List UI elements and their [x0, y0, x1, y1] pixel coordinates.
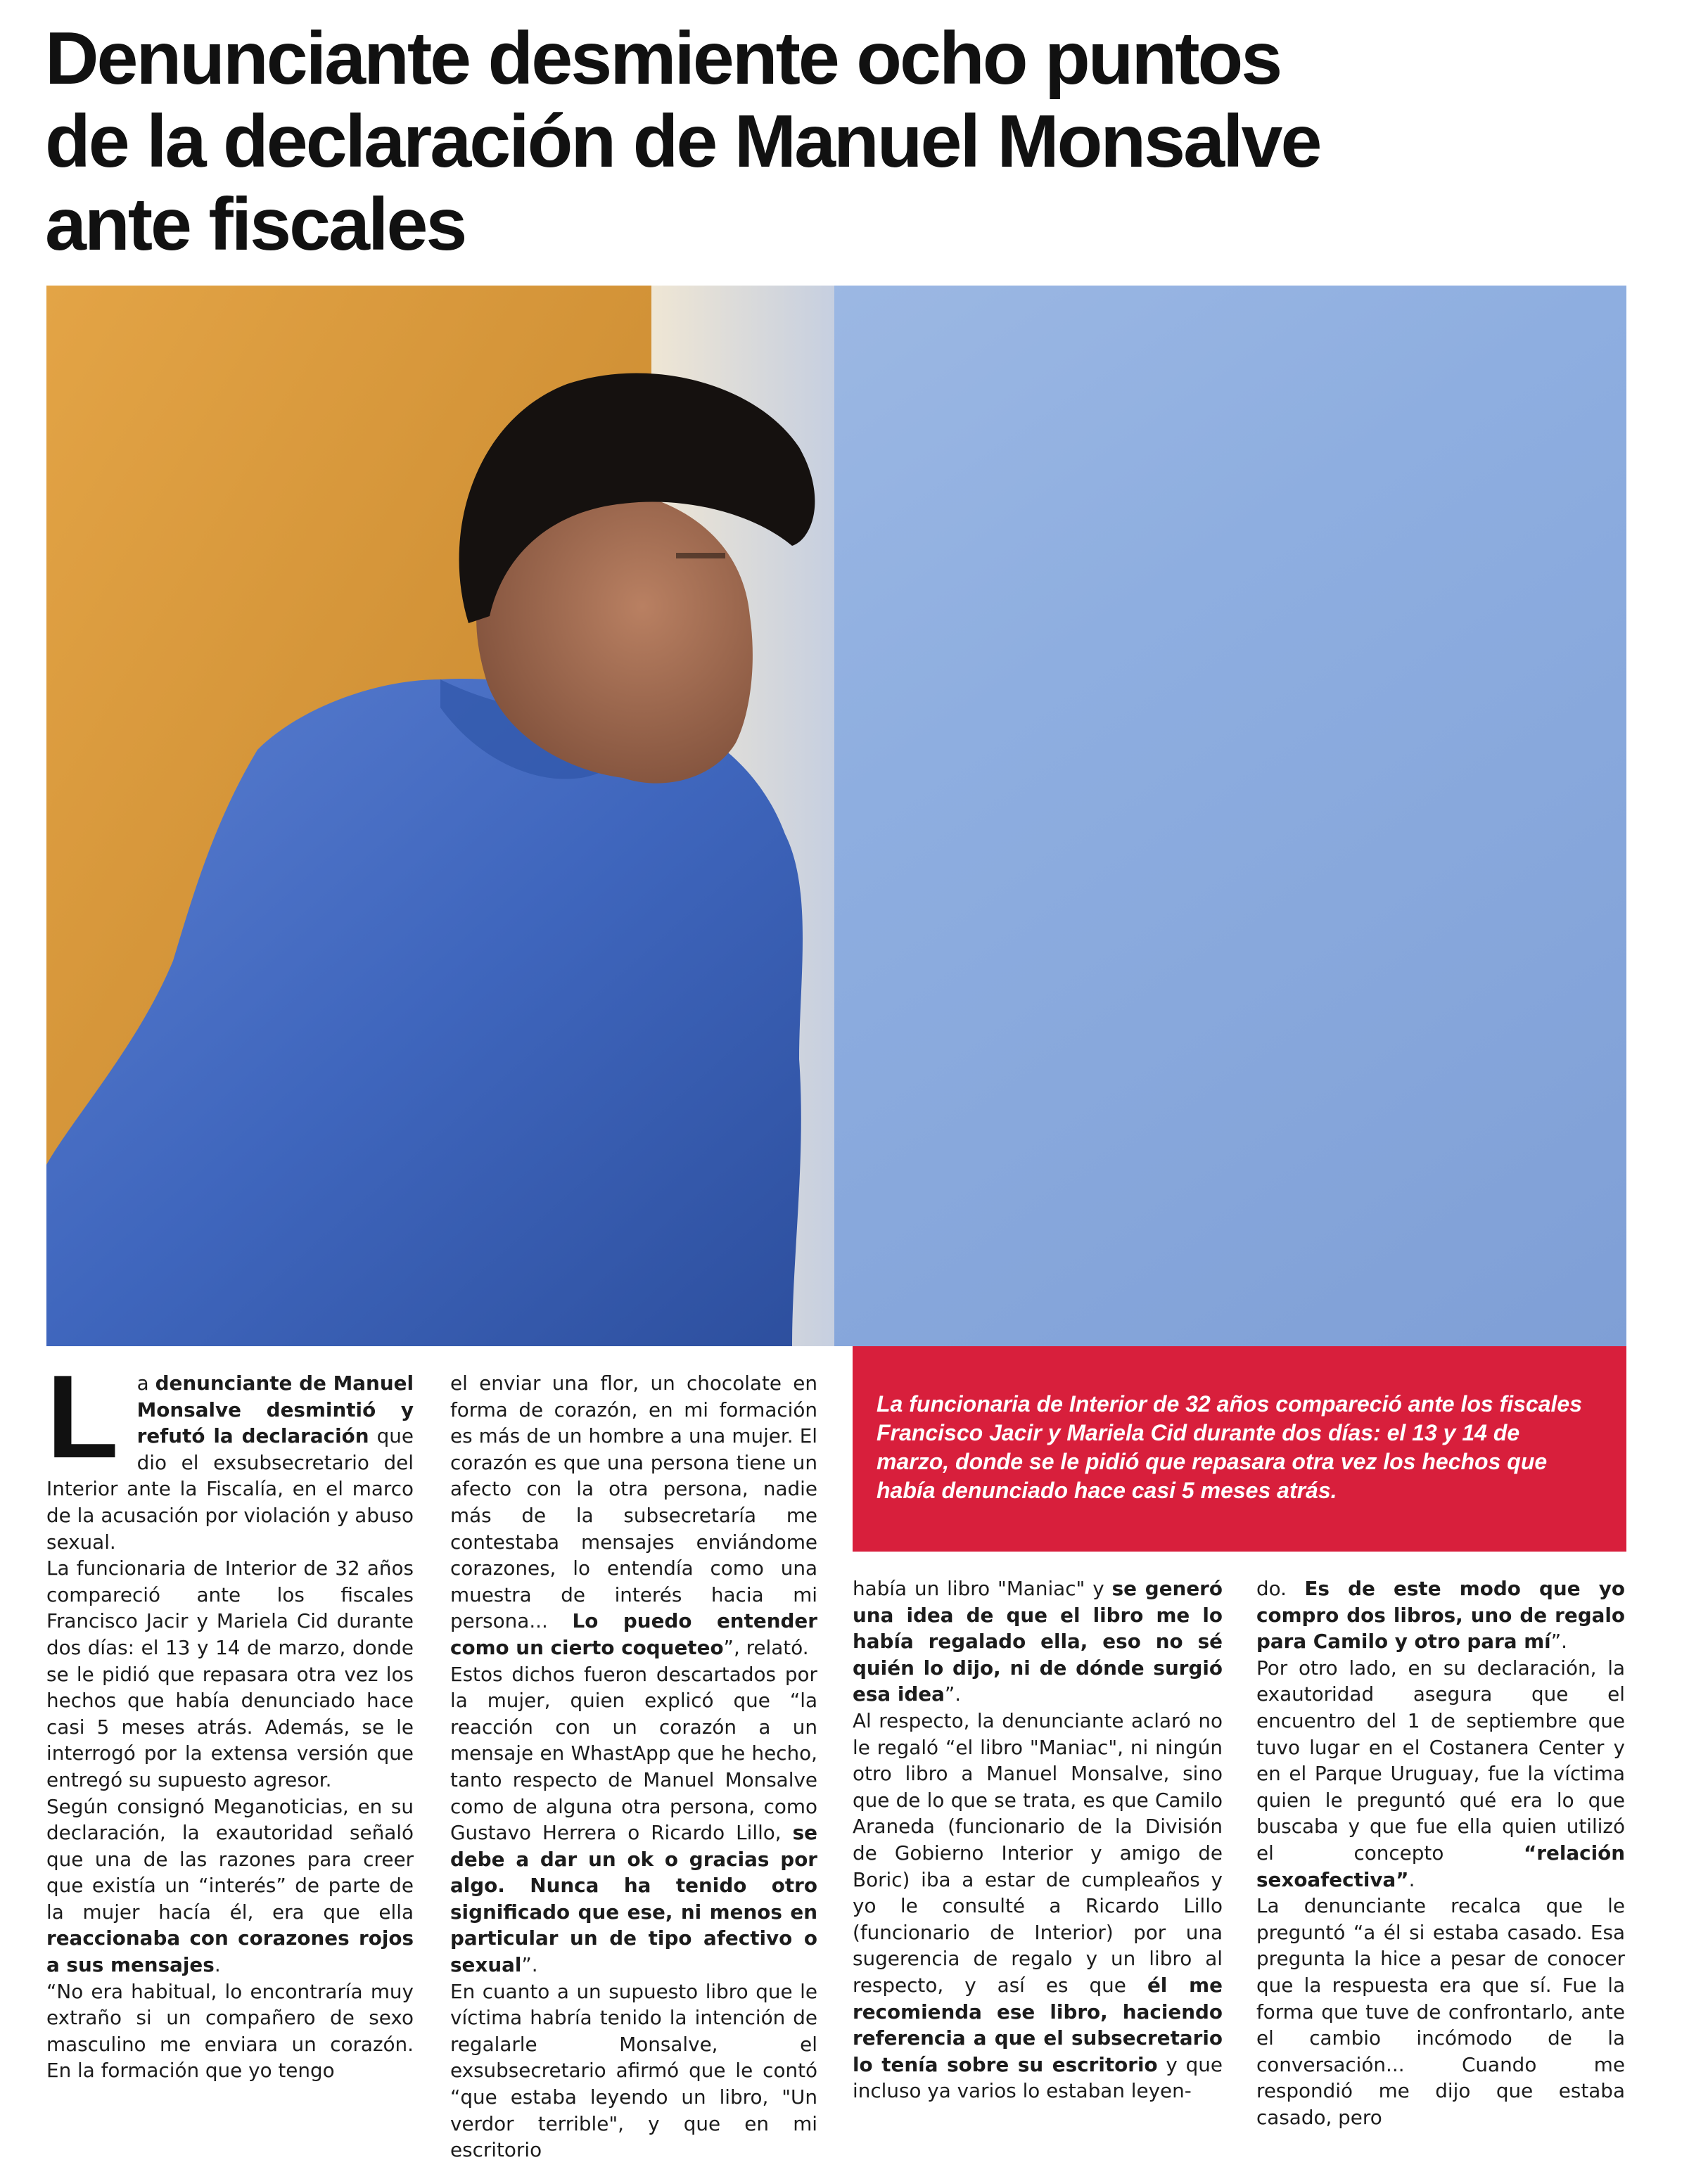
p3-s1: reaccionaba con corazones rojos a sus mensajes [46, 1926, 414, 1977]
p4-s2: ”, relató. [723, 1635, 809, 1659]
column-1 [46, 1350, 414, 2084]
p7-s2-part2: do. [1256, 1577, 1305, 1600]
paragraph-7-part-1 [853, 1708, 1223, 2104]
paragraph-6-part-1 [450, 1979, 817, 2163]
p8-s0: Por otro lado, en su declaración, la exautoridad asegura que el encuentro del 1 de septiembre que tuvo lugar en el Costanera Center y en el Parque Uruguay, fue la víctima quien le preguntó qué era lo que buscaba y que fue ella quien utilizó el concepto [1256, 1656, 1625, 1865]
p6-s1: se generó una idea de que el libro me lo había regalado ella, eso no sé quién lo dijo, ni de dónde surgió esa idea [853, 1577, 1223, 1706]
paragraph-4-part-2 [450, 1370, 817, 1661]
p9-s0: La denunciante recalca que le preguntó “a él si estaba casado. Esa pregunta la hice a pesar de conocer que la respuesta era que sí. Fue la forma que tuve de confrontarlo, ante el cambio incómodo de la conversación... Cuando me respondió me dijo que estaba casado, pero [1256, 1894, 1625, 2129]
p5-s2: ”. [521, 1953, 538, 1977]
headline [45, 17, 1663, 266]
p6-s0-part2: había un libro "Maniac" y [853, 1577, 1112, 1600]
p8-s2: . [1408, 1867, 1415, 1891]
p1-s2: que dio el exsubsecretario del Interior ante la Fiscalía, en el marco de la acusación por violación y abuso sexual. [46, 1424, 414, 1554]
p7-s0: Al respecto, la denunciante aclaró no le regaló “el libro "Maniac", ni ningún otro libro a Manuel Monsalve, sino que de lo que se trata, es que Camilo Araneda (funcionario de la División de Gobierno Interior y amigo de Boric) iba a estar de cumpleaños y yo le consulté a Ricardo Lillo (funcionario de Interior) por una sugerencia de regalo y un libro al respecto, y así es que [853, 1708, 1223, 1997]
p1-s0: a [136, 1372, 155, 1395]
headline-line-2: de la declaración de Manuel Monsalve [45, 100, 1320, 183]
p4-s0-part2: el enviar una flor, un chocolate en forma de corazón, en mi formación es más de un hombre a una mujer. El corazón es que una persona tiene un afecto con la otra persona, nadie más de la subsecretaría me contestaba mensajes enviándome corazones, lo entendía como una muestra de interés hacia mi persona... [450, 1372, 817, 1633]
drop-cap: L [46, 1350, 119, 1483]
p7-s3: Es de este modo que yo compro dos libros, uno de regalo para Camilo y otro para mí [1256, 1577, 1625, 1654]
paragraph-9 [1256, 1893, 1625, 2130]
column-3 [853, 1575, 1223, 2104]
p5-s0: Estos dichos fueron descartados por la mujer, quien explicó que “la reacción con un corazón a un mensaje en WhastApp que he hecho, tanto respecto de Manuel Monsalve como de alguna otra persona, como Gustavo Herrera o Ricardo Lillo, [450, 1662, 817, 1845]
p3-s0: Según consignó Meganoticias, en su declaración, la exautoridad señaló que una de las razones para creer que existía un “interés” de parte de la mujer hacía él, era que ella [46, 1794, 414, 1924]
paragraph-8 [1256, 1655, 1625, 1893]
p5-s1: se debe a dar un ok o gracias por algo. Nunca ha tenido otro significado que ese, ni menos en particular un de tipo afectivo o sexual [450, 1821, 817, 1977]
headline-line-1: Denunciante desmiente ocho puntos [45, 17, 1281, 100]
paragraph-5 [450, 1661, 817, 1979]
callout-box [853, 1346, 1626, 1552]
p6-s0-part1: En cuanto a un supuesto libro que le víctima habría tenido la intención de regalarle Monsalve, el exsubsecretario afirmó que le contó “que estaba leyendo un libro, "Un verdor terrible", y que en mi escritorio [450, 1979, 817, 2162]
p4-s1: Lo puedo entender como un cierto coqueteo [450, 1609, 817, 1659]
p6-s2: ”. [944, 1682, 962, 1706]
paragraph-2 [46, 1555, 414, 1793]
p7-s1: él me recomienda ese libro, haciendo referencia a que el subsecretario lo tenía sobre su escritorio [853, 1973, 1223, 2076]
paragraph-7-part-2 [1256, 1575, 1625, 1655]
column-2 [450, 1370, 817, 2163]
p7-s4: ”. [1550, 1630, 1567, 1654]
paragraph-3 [46, 1794, 414, 1979]
headline-line-3: ante fiscales [45, 183, 466, 266]
paragraph-1 [46, 1350, 414, 1555]
paragraph-6-part-2 [853, 1575, 1223, 1708]
p8-s1: “relación sexoafectiva” [1256, 1841, 1625, 1891]
p7-s2-part1: y que incluso ya varios lo estaban leyen- [853, 2052, 1223, 2103]
p2-s0: La funcionaria de Interior de 32 años compareció ante los fiscales Francisco Jacir y Mariela Cid durante dos días: el 13 y 14 de marzo, donde se le pidió que repasara otra vez los hechos que había denunciado hace casi 5 meses atrás. Además, se le interrogó por la extensa versión que entregó su supuesto agresor. [46, 1556, 414, 1791]
paragraph-4-part-1 [46, 1979, 414, 2084]
eyebrow [676, 553, 725, 558]
article-photo [46, 286, 1626, 1346]
p4-s0-part1: “No era habitual, lo encontraría muy extraño si un compañero de sexo masculino me enviara un corazón. En la formación que yo tengo [46, 1979, 414, 2083]
p3-s2: . [214, 1953, 221, 1977]
p1-s1: denunciante de Manuel Monsalve desmintió y refutó la declaración [136, 1372, 414, 1448]
column-4 [1256, 1575, 1625, 2130]
callout-text: La funcionaria de Interior de 32 años compareció ante los fiscales Francisco Jacir y Mariela Cid durante dos días: el 13 y 14 de marzo, donde se le pidió que repasara otra vez los hechos que había denunciado hace casi 5 meses atrás. [877, 1391, 1582, 1503]
photo-illustration [46, 286, 1626, 1346]
